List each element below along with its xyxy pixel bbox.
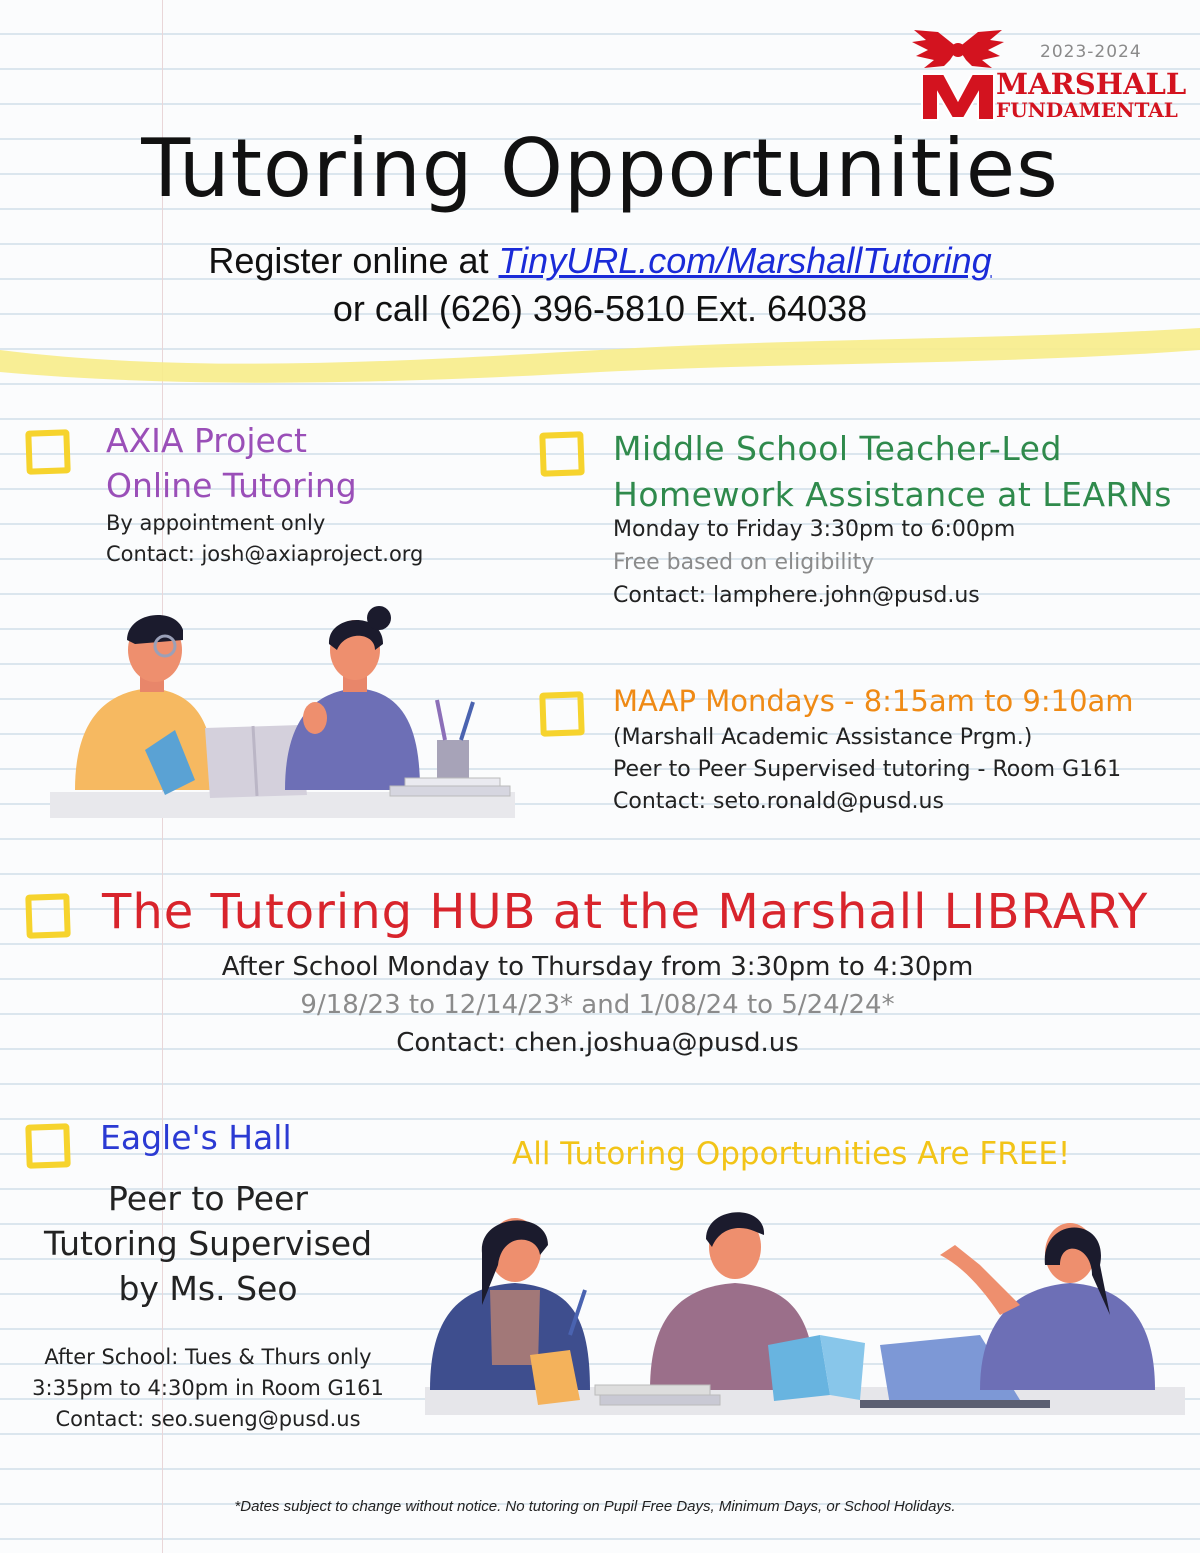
maap-program-name: (Marshall Academic Assistance Prgm.) xyxy=(613,725,1033,750)
hub-schedule: After School Monday to Thursday from 3:30pm to 4:30pm xyxy=(221,952,974,982)
middle-school-eligibility: Free based on eligibility xyxy=(613,550,875,575)
page-title: Tutoring Opportunities xyxy=(141,122,1059,215)
eagle-hall-description xyxy=(18,1176,398,1311)
axia-title-line1: AXIA Project xyxy=(106,421,307,460)
highlighter-stroke xyxy=(0,320,1200,400)
maap-title: MAAP Mondays - 8:15am to 9:10am xyxy=(613,684,1134,718)
school-year: 2023-2024 xyxy=(1040,42,1142,62)
axia-title xyxy=(106,418,357,508)
hub-title: The Tutoring HUB at the Marshall LIBRARY xyxy=(102,884,1149,940)
maap-description: Peer to Peer Supervised tutoring - Room G161 xyxy=(613,757,1122,782)
hub-details xyxy=(0,948,1195,1062)
eagle-sched-line2: 3:35pm to 4:30pm in Room G161 xyxy=(32,1376,384,1400)
hub-dates: 9/18/23 to 12/14/23* and 1/08/24 to 5/24/24* xyxy=(300,990,895,1020)
eagle-sched-line1: After School: Tues & Thurs only xyxy=(44,1345,372,1369)
middle-school-schedule: Monday to Friday 3:30pm to 6:00pm xyxy=(613,517,1016,542)
footnote: *Dates subject to change without notice. No tutoring on Pupil Free Days, Minimum Days, or School Holidays. xyxy=(234,1498,956,1515)
eagle-desc-line3: by Ms. Seo xyxy=(118,1269,298,1308)
eagle-logo-icon xyxy=(908,30,1008,125)
register-line xyxy=(0,240,1200,282)
hub-contact: Contact: chen.joshua@pusd.us xyxy=(396,1028,799,1058)
middle-school-title-line1: Middle School Teacher-Led xyxy=(613,429,1062,468)
checkbox-icon xyxy=(25,429,71,475)
school-logo xyxy=(908,30,1188,125)
register-prefix: Register online at xyxy=(208,240,499,281)
axia-title-line2: Online Tutoring xyxy=(106,466,357,505)
free-banner: All Tutoring Opportunities Are FREE! xyxy=(512,1136,1071,1172)
register-link[interactable]: TinyURL.com/MarshallTutoring xyxy=(498,240,992,281)
middle-school-details xyxy=(613,513,1015,612)
eagle-desc-line2: Tutoring Supervised xyxy=(43,1224,373,1263)
eagle-contact: Contact: seo.sueng@pusd.us xyxy=(55,1407,361,1431)
axia-contact: Contact: josh@axiaproject.org xyxy=(106,542,424,566)
middle-school-contact: Contact: lamphere.john@pusd.us xyxy=(613,583,980,608)
eagle-desc-line1: Peer to Peer xyxy=(108,1179,308,1218)
middle-school-title xyxy=(613,426,1172,518)
axia-details xyxy=(106,508,423,570)
maap-details xyxy=(613,722,1121,818)
checkbox-icon xyxy=(539,431,585,477)
axia-appointment: By appointment only xyxy=(106,511,326,535)
eagle-hall-schedule xyxy=(18,1342,398,1435)
checkbox-icon xyxy=(539,691,585,737)
tutoring-illustration-group xyxy=(420,1195,1190,1425)
eagle-hall-title: Eagle's Hall xyxy=(100,1118,292,1157)
tutoring-illustration-pair xyxy=(45,600,515,825)
logo-text-fundamental: FUNDAMENTAL xyxy=(996,98,1178,122)
middle-school-title-line2: Homework Assistance at LEARNs xyxy=(613,475,1172,514)
maap-contact: Contact: seto.ronald@pusd.us xyxy=(613,789,944,814)
checkbox-icon xyxy=(25,893,71,939)
checkbox-icon xyxy=(25,1123,71,1169)
call-line: or call (626) 396-5810 Ext. 64038 xyxy=(332,288,868,329)
logo-text-marshall: MARSHALL xyxy=(996,67,1187,101)
